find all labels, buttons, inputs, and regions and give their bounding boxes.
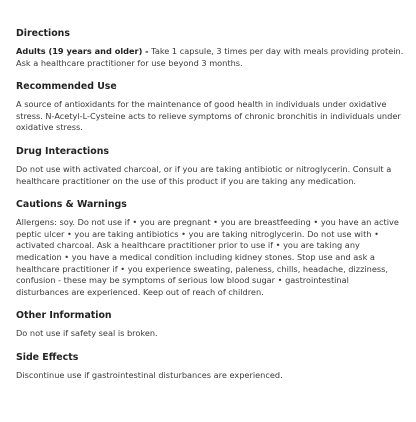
- section-side-effects: [16, 352, 404, 382]
- section-heading-cautions-warnings: Cautions & Warnings: [16, 199, 127, 211]
- section-heading-other-information: Other Information: [16, 310, 112, 322]
- directions-text: Take 1 capsule, 3 times per day with meals providing protein. Ask a healthcare practitioner for use beyond 3 months.: [16, 46, 404, 68]
- section-heading-side-effects: Side Effects: [16, 351, 79, 363]
- section-directions: [16, 28, 404, 69]
- section-body-drug-interactions: Do not use with activated charcoal, or if you are taking antibiotic or nitroglycerin. Consult a healthcare practitioner on the use of this product if you are taking any medication.: [16, 163, 392, 186]
- section-body-cautions-warnings: Allergens: soy. Do not use if • you are pregnant • you are breastfeeding • you have an active peptic ulcer • you are taking antibiotics • you are taking nitroglycerin. Do not use with • activated charcoal. Ask a healthcare practitioner prior to use if • you are taking any medication • you have a medical condition including kidney stones. Stop use and ask a healthcare practitioner if • you experience sweating, paleness, chills, headache, dizziness, confusion - these may be symptoms of serious low blood sugar • gastrointestinal disturbances are experienced. Keep out of reach of children.: [16, 217, 399, 297]
- section-body-directions: [16, 46, 404, 69]
- section-body-recommended-use: A source of antioxidants for the maintenance of good health in individuals under oxidative stress. N-Acetyl-L-Cysteine acts to relieve symptoms of chronic bronchitis in individuals under oxidative stress.: [16, 99, 401, 133]
- section-heading-recommended-use: Recommended Use: [16, 81, 117, 93]
- section-body-side-effects: Discontinue use if gastrointestinal disturbances are experienced.: [16, 369, 283, 380]
- section-cautions-warnings: [16, 199, 404, 298]
- section-heading-drug-interactions: Drug Interactions: [16, 145, 109, 157]
- section-body-other-information: Do not use if safety seal is broken.: [16, 328, 158, 339]
- section-other-information: [16, 310, 404, 340]
- directions-lead: Adults (19 years and older) -: [16, 46, 149, 56]
- section-heading-directions: Directions: [16, 28, 70, 39]
- section-recommended-use: [16, 81, 404, 134]
- section-drug-interactions: [16, 146, 404, 187]
